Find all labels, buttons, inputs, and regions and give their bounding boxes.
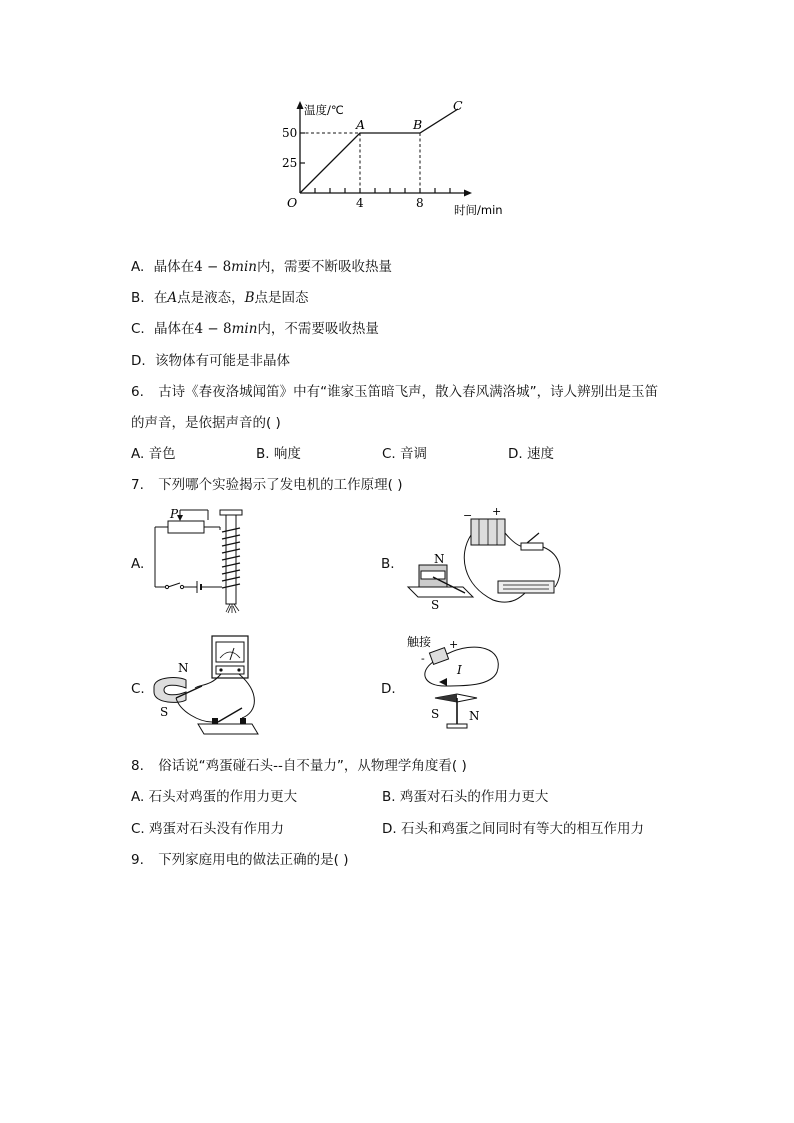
q6-option-d[interactable]: D. 速度 xyxy=(508,446,554,462)
q7-number: 7. xyxy=(131,477,144,493)
q7-stem: 7. 下列哪个实验揭示了发电机的工作原理( ) xyxy=(131,477,403,493)
q7-option-d[interactable]: D. xyxy=(381,681,396,697)
plus-label: + xyxy=(449,638,459,651)
y-tick-label-50: 50 xyxy=(282,126,298,140)
y-tick-label-25: 25 xyxy=(282,156,298,170)
point-b-label: B xyxy=(413,117,423,132)
temperature-curve xyxy=(300,109,458,193)
contact-label: 触接 xyxy=(407,635,432,649)
q8-stem: 8. 俗话说“鸡蛋碰石头--自不量力”，从物理学角度看( ) xyxy=(131,758,467,774)
u-magnet xyxy=(154,678,186,703)
magnet-s-label: S xyxy=(160,705,169,719)
q8-option-d[interactable]: D. 石头和鸡蛋之间同时有等大的相互作用力 xyxy=(382,821,644,837)
x-axis-label: 时间/min xyxy=(454,203,503,217)
magnet-s-label: S xyxy=(431,598,440,612)
q6-option-a[interactable]: A. 音色 xyxy=(131,446,176,462)
q6-option-b[interactable]: B. 响度 xyxy=(256,446,301,462)
battery xyxy=(429,648,448,665)
needle-s-label: S xyxy=(431,707,440,721)
x-tick-label-4: 4 xyxy=(356,196,364,210)
battery-minus: − xyxy=(463,509,473,522)
figure-a-electromagnet-circuit xyxy=(150,502,260,614)
q9-number: 9. xyxy=(131,852,144,868)
q5-option-d[interactable]: D. 该物体有可能是非晶体 xyxy=(131,353,290,369)
q6-number: 6. xyxy=(131,384,144,400)
iron-filings xyxy=(226,604,239,613)
figure-b-rail-experiment xyxy=(403,505,573,613)
needle-n-label: N xyxy=(469,709,480,723)
q6-stem-line2: 的声音，是依据声音的( ) xyxy=(131,415,281,431)
switch-base xyxy=(198,724,258,734)
point-a-label: A xyxy=(356,117,366,132)
q7-option-a[interactable]: A. xyxy=(131,556,145,572)
q7-option-b[interactable]: B. xyxy=(381,556,395,572)
current-arrow xyxy=(439,678,447,686)
current-label: I xyxy=(457,663,462,677)
x-ticks xyxy=(315,188,450,193)
q6-option-c[interactable]: C. 音调 xyxy=(382,446,428,462)
rail-base xyxy=(498,581,554,593)
magnet-n-label: N xyxy=(434,552,445,566)
q5-option-a[interactable]: A. 晶体在4 − 8min内，需要不断吸收热量 xyxy=(131,259,392,275)
minus-label: - xyxy=(421,652,425,665)
conductor-rod xyxy=(176,686,202,698)
x-axis-arrow xyxy=(464,190,472,197)
rheostat-label-p: P xyxy=(170,507,179,521)
temperature-time-graph xyxy=(280,95,520,220)
q5-option-c[interactable]: C. 晶体在4 − 8min内，不需要吸收热量 xyxy=(131,321,379,337)
y-axis-label: 温度/℃ xyxy=(304,103,344,117)
q5-option-b[interactable]: B. 在A点是液态，B点是固态 xyxy=(131,290,309,306)
q8-option-c[interactable]: C. 鸡蛋对石头没有作用力 xyxy=(131,821,285,837)
battery-plus: + xyxy=(492,505,502,518)
q6-stem-line1: 6. 古诗《春夜洛城闻笛》中有“谁家玉笛暗飞声，散入春风满洛城”，诗人辨别出是玉笛 xyxy=(131,384,659,400)
magnet-n-label: N xyxy=(178,661,189,675)
q8-option-a[interactable]: A. 石头对鸡蛋的作用力更大 xyxy=(131,789,298,805)
q7-option-c[interactable]: C. xyxy=(131,681,145,697)
y-axis-arrow xyxy=(297,101,304,109)
figure-d-oersted-experiment xyxy=(405,632,515,740)
switch xyxy=(521,543,543,550)
rheostat xyxy=(168,521,204,533)
origin-label: O xyxy=(287,195,298,210)
figure-c-induction-experiment xyxy=(150,632,265,740)
x-tick-label-8: 8 xyxy=(416,196,424,210)
coil xyxy=(222,528,240,588)
q8-number: 8. xyxy=(131,758,144,774)
point-c-label: C xyxy=(453,98,463,113)
q9-stem: 9. 下列家庭用电的做法正确的是( ) xyxy=(131,852,349,868)
q8-option-b[interactable]: B. 鸡蛋对石头的作用力更大 xyxy=(382,789,549,805)
